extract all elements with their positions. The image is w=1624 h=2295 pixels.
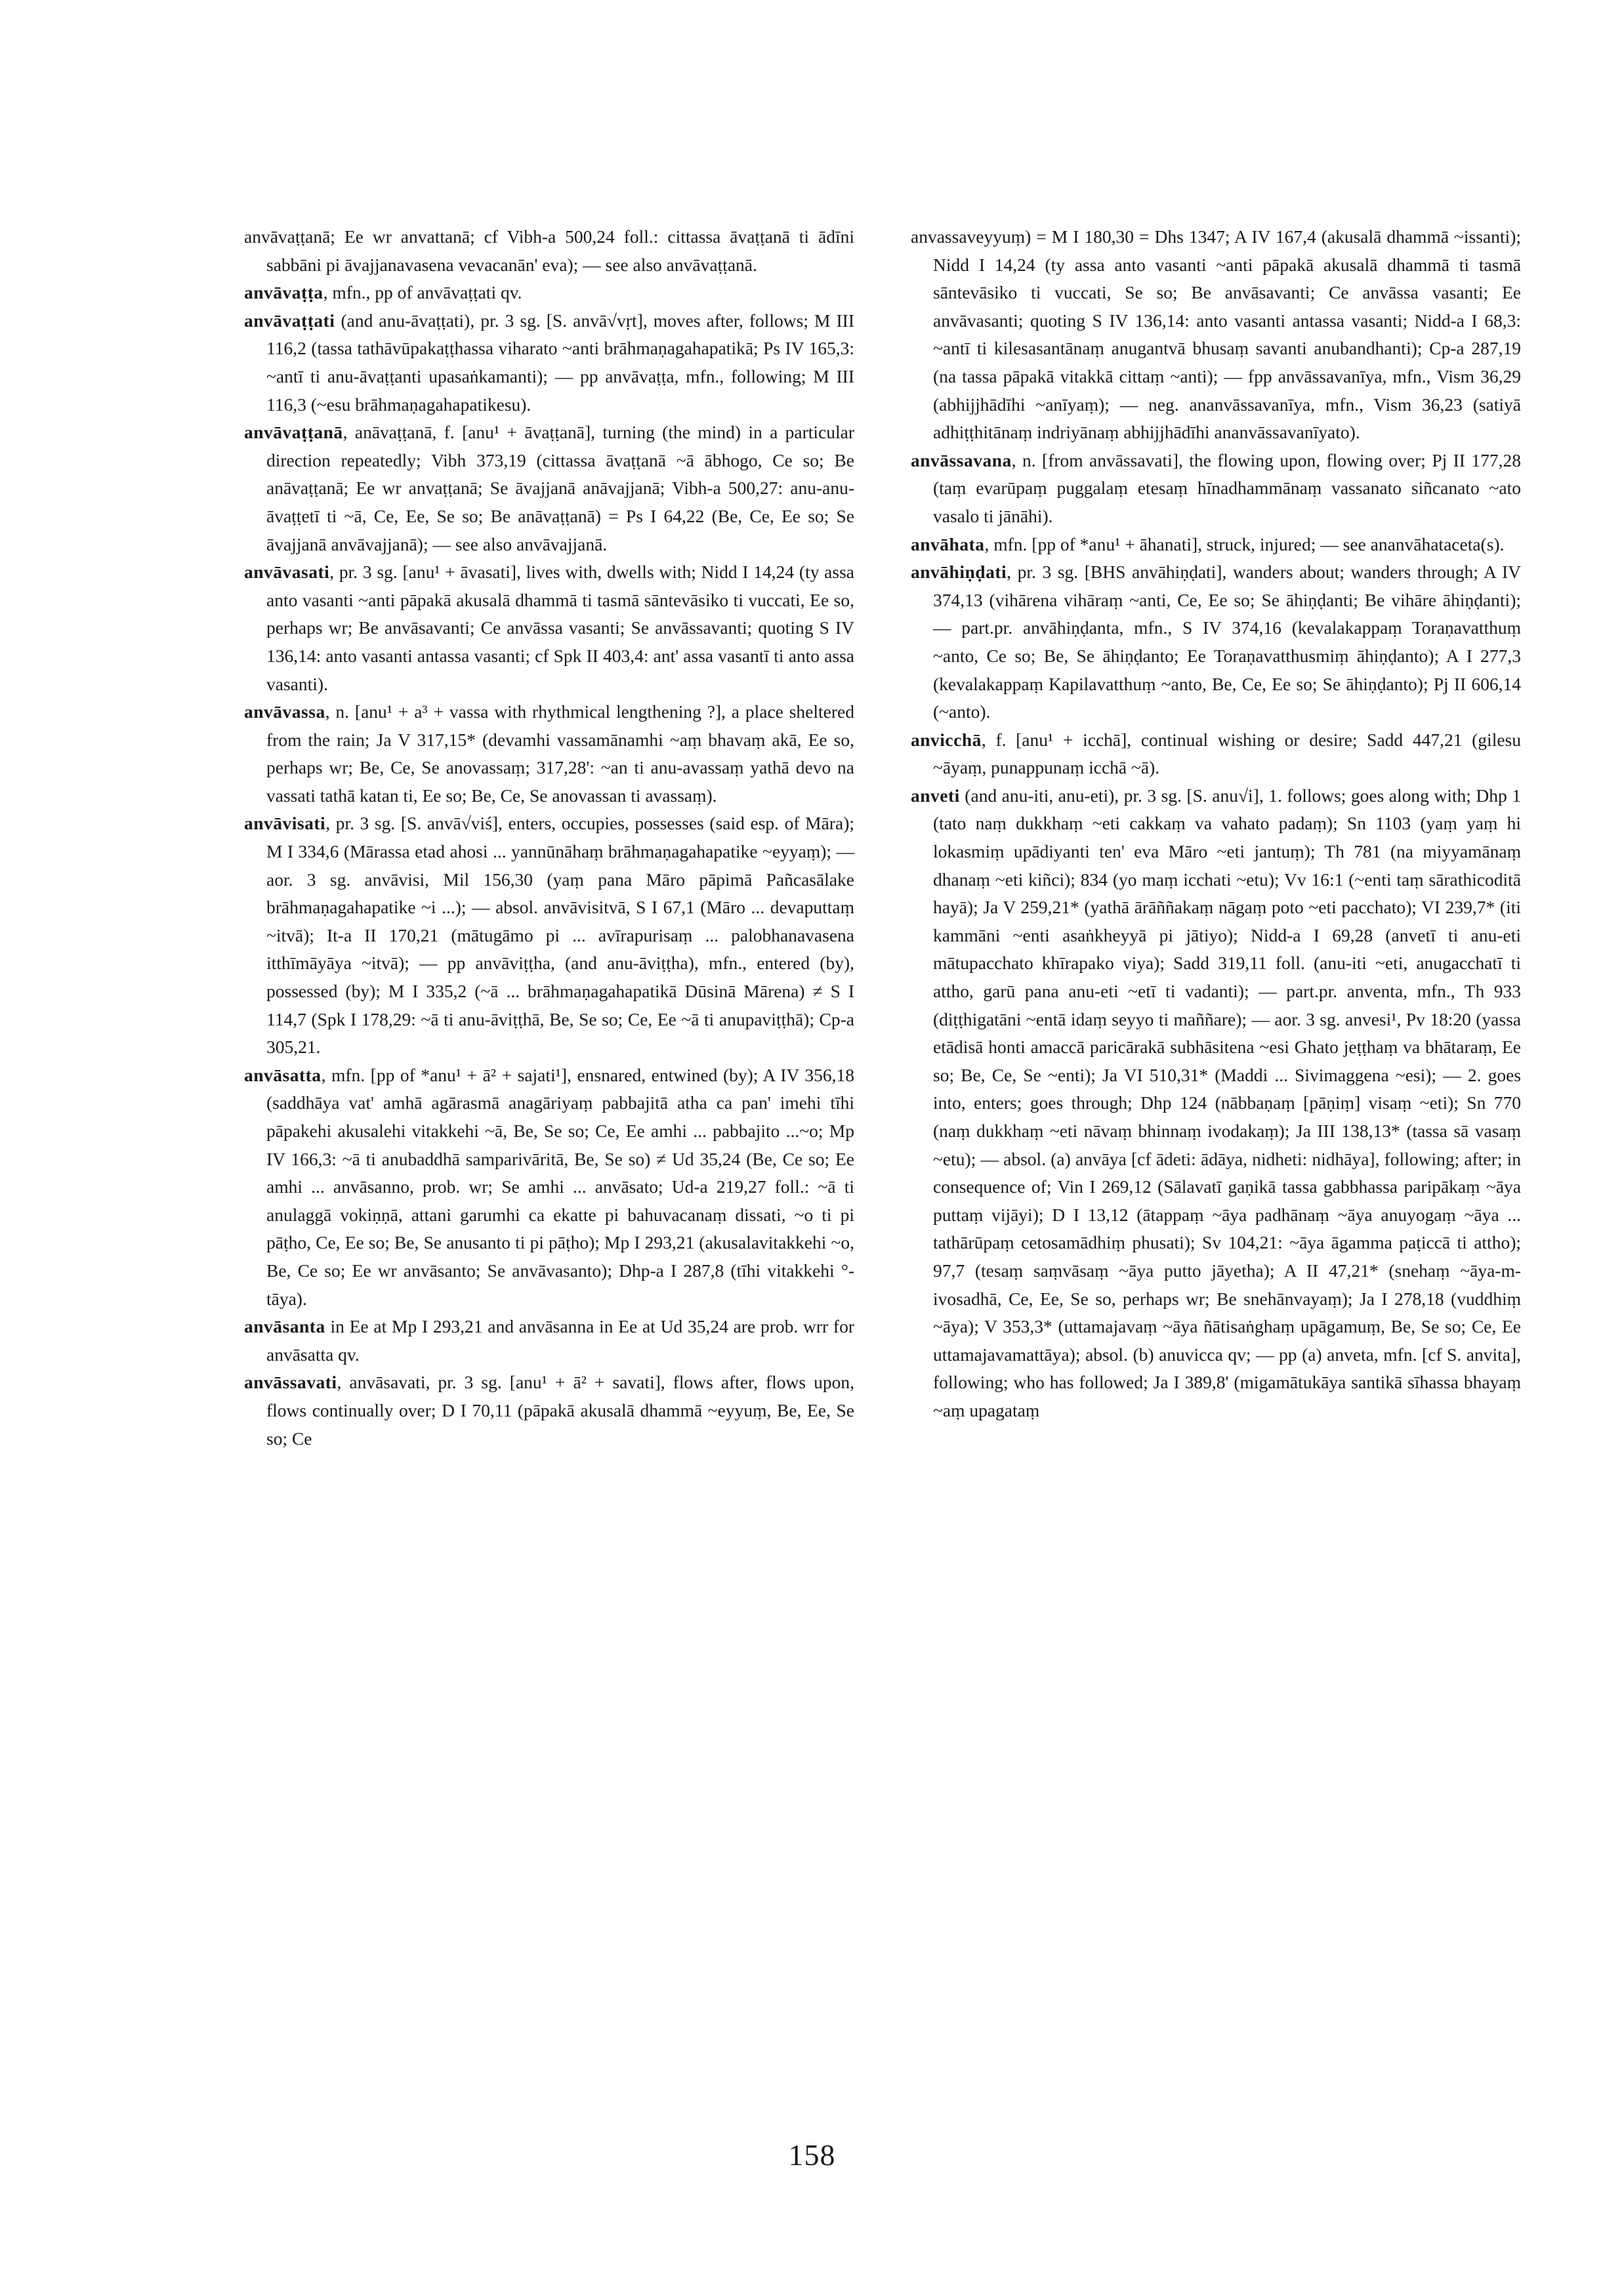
entry-headword: anvāsatta <box>244 1064 322 1085</box>
entry-headword: anvāhiṇḍati <box>911 562 1007 583</box>
entry-body: , n. [anu¹ + a³ + vassa with rhythmical lengthening ?], a place sheltered from the rain; Ja V 317,15* (devamhi vassamānamhi ~aṃ bhavaṃ akā, Ee so, perhaps wr; Be, Ce, Se anovassaṃ; 317,28': ~an ti anu-avassaṃ yathā devo na vassati tathā katan ti, Ee so; Be, Ce, Se anovassan ti avassaṃ). <box>266 701 854 806</box>
entry-headword: anvāsanta <box>244 1316 325 1337</box>
entry-headword: anveti <box>911 785 960 806</box>
entry-body: , mfn. [pp of *anu¹ + āhanati], struck, injured; — see ananvāhataceta(s). <box>984 533 1505 554</box>
entry-headword: anvāssavana <box>911 449 1012 470</box>
entry-body: , anvāsavati, pr. 3 sg. [anu¹ + ā² + savati], flows after, flows upon, flows continually over; D I 70,11 (pāpakā akusalā dhammā ~eyyuṃ, Be, Ee, Se so; Ce <box>266 1372 854 1449</box>
dictionary-entry <box>244 1369 854 1453</box>
dictionary-entry <box>244 1313 854 1369</box>
dictionary-entry <box>244 223 854 279</box>
entry-body: , pr. 3 sg. [S. anvā√viś], enters, occupies, possesses (said esp. of Māra); M I 334,6 (Mārassa etad ahosi ... yannūnāhaṃ brāhmaṇagahapatike ~eyyaṃ); — aor. 3 sg. anvāvisi, Mil 156,30 (yaṃ pana Māro pāpimā Pañcasālake brāhmaṇagahapatike ~i ...); — absol. anvāvisitvā, S I 67,1 (Māro ... devaputtaṃ ~itvā); It-a II 170,21 (mātugāmo pi ... avīrapurisaṃ ... palobhanavasena itthīmāyāya ~itvā); — pp anvāviṭṭha, (and anu-āviṭṭha), mfn., entered (by), possessed (by); M I 335,2 (~ā ... brāhmaṇagahapatikā Dūsinā Mārena) ≠ S I 114,7 (Spk I 178,29: ~ā ti anu-āviṭṭhā, Be, Se so; Ce, Ee ~ā ti anupaviṭṭhā); Cp-a 305,21. <box>266 813 854 1058</box>
dictionary-entry <box>244 419 854 558</box>
entry-body: , n. [from anvāssavati], the flowing upon, flowing over; Pj II 177,28 (taṃ evarūpaṃ puggalaṃ etesaṃ hīnadhammānaṃ vassanato siñcanato ~ato vasalo ti jānāhi). <box>933 449 1521 526</box>
entry-headword: anvāvasati <box>244 562 330 583</box>
entry-body: in Ee at Mp I 293,21 and anvāsanna in Ee at Ud 35,24 are prob. wrr for anvāsatta qv. <box>266 1316 854 1365</box>
dictionary-entry <box>244 279 854 307</box>
dictionary-entry <box>244 1062 854 1313</box>
entry-headword: anvāvisati <box>244 813 326 834</box>
entry-headword: anvāvaṭṭati <box>244 310 335 331</box>
entry-body: anvassaveyyuṃ) = M I 180,30 = Dhs 1347; A IV 167,4 (akusalā dhammā ~issanti); Nidd I 14,24 (ty assa anto vasanti ~anti pāpakā akusalā dhammā ti tasmā sāntevāsiko ti vuccati, Se so; Be anvāsavanti; Ce anvāssa vasanti; Ee anvāvasanti; quoting S IV 136,14: anto vasanti antassa vasanti; Nidd-a I 68,3: ~antī ti kilesasantānaṃ anugantvā bhusaṃ savanti anubandhanti); Cp-a 287,19 (na tassa pāpakā vitakkā cittaṃ ~anti); — fpp anvāssavanīya, mfn., Vism 36,29 (abhijjhādīhi ~anīyaṃ); — neg. ananvāssavanīya, mfn., Vism 36,23 (satiyā adhiṭṭhitānaṃ indriyānaṃ abhijjhādīhi ananvāssavanīyato). <box>911 226 1521 443</box>
entry-headword: anvicchā <box>911 729 982 750</box>
entry-headword: anvāvaṭṭanā <box>244 422 343 443</box>
dictionary-entry <box>244 558 854 698</box>
entry-headword: anvāvaṭṭa <box>244 282 323 303</box>
dictionary-entry <box>244 810 854 1061</box>
dictionary-entry <box>911 447 1521 531</box>
entry-headword: anvāssavati <box>244 1372 337 1393</box>
entry-body: anvāvaṭṭanā; Ee wr anvattanā; cf Vibh-a 500,24 foll.: cittassa āvaṭṭanā ti ādīni sabbāni pi āvajjanavasena vevacanān' eva); — see also anvāvaṭṭanā. <box>244 226 854 275</box>
dictionary-entry <box>911 782 1521 1425</box>
entry-body: , pr. 3 sg. [anu¹ + āvasati], lives with, dwells with; Nidd I 14,24 (ty assa anto vasanti ~anti pāpakā akusalā dhammā ti tasmā sāntevāsiko ti vuccati, Ee so, perhaps wr; Be anvāsavanti; Ce anvāssa vasanti; Se anvāssavanti; quoting S IV 136,14: anto vasanti antassa vasanti; cf Spk II 403,4: ant' assa vasantī ti anto assa vasanti). <box>266 562 854 694</box>
left-column <box>244 223 854 1453</box>
dictionary-entry <box>911 726 1521 782</box>
entry-headword: anvāvassa <box>244 701 325 722</box>
dictionary-entry <box>244 307 854 419</box>
dictionary-entry <box>911 531 1521 559</box>
entry-body: , f. [anu¹ + icchā], continual wishing or desire; Sadd 447,21 (gilesu ~āyaṃ, punappunaṃ icchā ~ā). <box>933 729 1521 778</box>
dictionary-entry <box>911 223 1521 447</box>
entry-body: (and anu-āvaṭṭati), pr. 3 sg. [S. anvā√vṛt], moves after, follows; M III 116,2 (tassa tathāvūpakaṭṭhassa viharato ~anti brāhmaṇagahapatikā; Ps IV 165,3: ~antī ti anu-āvaṭṭanti upasaṅkamanti); — pp anvāvaṭṭa, mfn., following; M III 116,3 (~esu brāhmaṇagahapatikesu). <box>266 310 854 415</box>
page-number: 158 <box>788 2138 836 2172</box>
entry-body: (and anu-iti, anu-eti), pr. 3 sg. [S. anu√i], 1. follows; goes along with; Dhp 1 (tato naṃ dukkhaṃ ~eti cakkaṃ va vahato padaṃ); Sn 1103 (yaṃ yaṃ hi lokasmiṃ upādiyanti ten' eva Māro ~eti jantuṃ); Th 781 (na miyyamānaṃ dhanaṃ ~eti kiñci); 834 (yo maṃ icchati ~etu); Vv 16:1 (~enti taṃ sārathicoditā hayā); Ja V 259,21* (yathā ārāññakaṃ nāgaṃ poto ~eti pacchato); VI 239,7* (iti kammāni ~enti asaṅkheyyā pi jātiyo); Nidd-a I 69,28 (anvetī ti anu-eti mātupacchato khīrapako viya); Sadd 319,11 foll. (anu-iti ~eti, anugacchatī ti attho, garū pana anu-eti ~etī ti vadanti); — part.pr. anventa, mfn., Th 933 (diṭṭhigatāni ~entā idaṃ seyyo ti maññare); — aor. 3 sg. anvesi¹, Pv 18:20 (yassa etādisā honti amaccā paricārakā subhāsitena ~esi Ghato jeṭṭhaṃ va bhātaraṃ, Ee so; Be, Ce, Se ~enti); Ja VI 510,31* (Maddi ... Sivimaggena ~esi); — 2. goes into, enters; goes through; Dhp 124 (nābbaṇaṃ [pāṇiṃ] visaṃ ~eti); Sn 770 (naṃ dukkhaṃ ~eti nāvaṃ bhinnaṃ ivodakaṃ); Ja III 138,13* (tassa sā vasaṃ ~etu); — absol. (a) anvāya [cf ādeti: ādāya, nidheti: nidhāya], following; after; in consequence of; Vin I 269,12 (Sālavatī gaṇikā tassa gabbhassa paripākaṃ ~āya puttaṃ vijāyi); D I 13,12 (ātappaṃ ~āya padhānaṃ ~āya anuyogaṃ ~āya ... tathārūpaṃ cetosamādhiṃ phusati); Sv 104,21: ~āya āgamma paṭiccā ti attho); 97,7 (tesaṃ saṃvāsaṃ ~āya putto jāyetha); A II 47,21* (snehaṃ ~āya-m-ivosadhā, Ce, Ee, Se so, perhaps wr; Be snehānvayaṃ); Ja I 278,18 (vuddhiṃ ~āya); V 353,3* (uttamajavaṃ ~āya ñātisaṅghaṃ upāgamuṃ, Be, Se so; Ce, Ee uttamajavamattāya); absol. (b) anuvicca qv; — pp (a) anveta, mfn. [cf S. anvita], following; who has followed; Ja I 389,8' (migamātukāya santikā sīhassa bhayaṃ ~aṃ upagataṃ <box>933 785 1521 1420</box>
dictionary-entry <box>911 558 1521 726</box>
entry-body: , pr. 3 sg. [BHS anvāhiṇḍati], wanders about; wanders through; A IV 374,13 (vihārena vihāraṃ ~anti, Ce, Ee so; Se āhiṇḍanti; Be vihāre āhiṇḍanti); — part.pr. anvāhiṇḍanta, mfn., S IV 374,16 (kevalakappaṃ Toraṇavatthuṃ ~anto, Ce so; Be, Se āhiṇḍanto; Ee Toraṇavatthusmiṃ āhiṇḍanto); A I 277,3 (kevalakappaṃ Kapilavatthuṃ ~anto, Be, Ce, Ee so; Se āhiṇḍanto); Pj II 606,14 (~anto). <box>933 562 1521 722</box>
entry-body: , anāvaṭṭanā, f. [anu¹ + āvaṭṭanā], turning (the mind) in a particular direction repeatedly; Vibh 373,19 (cittassa āvaṭṭanā ~ā ābhogo, Ce so; Be anāvaṭṭanā; Ee wr anvaṭṭanā; Se āvajjanā anāvajjanā; Vibh-a 500,27: anu-anu-āvaṭṭetī ti ~ā, Ce, Ee, Se so; Be anāvaṭṭanā) = Ps I 64,22 (Be, Ce, Ee so; Se āvajjanā anvāvajjanā); — see also anvāvajjanā. <box>266 422 854 554</box>
entry-headword: anvāhata <box>911 533 985 554</box>
dictionary-entry <box>244 698 854 810</box>
entry-body: , mfn., pp of anvāvaṭṭati qv. <box>323 282 522 303</box>
entry-body: , mfn. [pp of *anu¹ + ā² + sajati¹], ensnared, entwined (by); A IV 356,18 (saddhāya vat' amhā agārasmā anagāriyaṃ pabbajitā atha ca pan' imehi tīhi pāpakehi akusalehi vitakkehi ~ā, Be, Se so; Ce, Ee amhi ... pabbajito ...~o; Mp IV 166,3: ~ā ti anubaddhā samparivāritā, Be, Se so) ≠ Ud 35,24 (Be, Ce so; Ee amhi ... anvāsanno, prob. wr; Se amhi ... anvāsato; Ud-a 219,27 foll.: ~ā ti anulaggā vokiṇṇā, attani garumhi ca ekatte pi bahuvacanaṃ dissati, ~o ti pi pāṭho, Ce, Ee so; Be, Se anusanto ti pi pāṭho); Mp I 293,21 (akusalavitakkehi ~o, Be, Ce so; Ee wr anvāsanto; Se anvāvasanto); Dhp-a I 287,8 (tīhi vitakkehi °-tāya). <box>266 1064 854 1309</box>
right-column <box>911 223 1521 1425</box>
